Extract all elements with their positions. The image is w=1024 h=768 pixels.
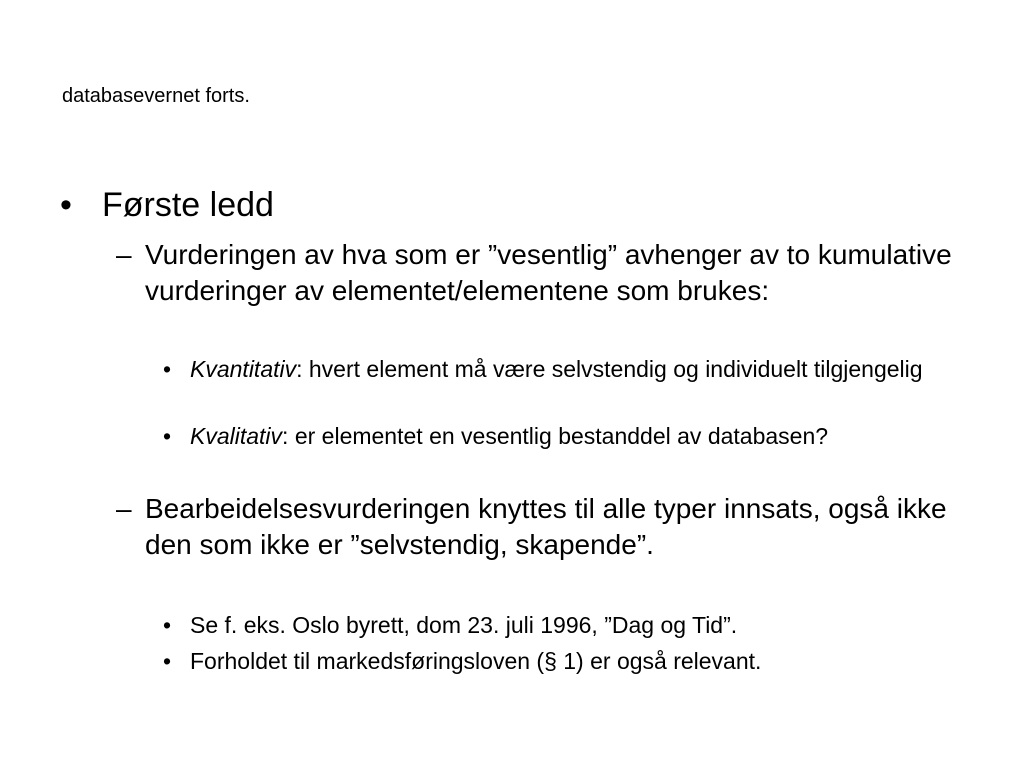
bullet-level2-bearbeidelsesvurderingen: [116, 491, 966, 563]
term-description: : hvert element må være selvstendig og individuelt tilgjengelig: [296, 356, 923, 382]
term-kvalitativ: Kvalitativ: [190, 423, 283, 449]
bullet-marker: •: [163, 356, 172, 382]
bullet-marker: •: [60, 186, 72, 224]
bullet-text: Vurderingen av hva som er ”vesentlig” avhenger av to kumulative vurderinger av elementet/elementene som brukes:: [145, 239, 952, 306]
bullet-level3-kvalitativ: [163, 421, 968, 452]
dash-marker: –: [116, 239, 132, 270]
term-kvantitativ: Kvantitativ: [190, 356, 297, 382]
bullet-marker: •: [163, 612, 172, 638]
dash-marker: –: [116, 493, 132, 524]
bullet-text: Se f. eks. Oslo byrett, dom 23. juli 1996, ”Dag og Tid”.: [190, 612, 738, 638]
bullet-text: Bearbeidelsesvurderingen knyttes til alle typer innsats, også ikke den som ikke er ”selvstendig, skapende”.: [145, 493, 947, 560]
bullet-text: [190, 354, 968, 385]
bullet-marker: •: [163, 423, 172, 449]
slide-title: databasevernet forts.: [62, 85, 250, 107]
bullet-text: [190, 421, 968, 452]
bullet-marker: •: [163, 648, 172, 674]
term-description: : er elementet en vesentlig bestanddel av databasen?: [282, 423, 829, 449]
bullet-level3-oslo-byrett: [163, 610, 968, 641]
bullet-text: Forholdet til markedsføringsloven (§ 1) er også relevant.: [190, 648, 762, 674]
bullet-level1-forste-ledd: [60, 184, 960, 226]
bullet-level2-vurderingen: [116, 237, 966, 309]
bullet-level3-kvantitativ: [163, 354, 968, 385]
bullet-text: Første ledd: [102, 186, 274, 224]
bullet-level3-markedsforingsloven: [163, 646, 968, 677]
